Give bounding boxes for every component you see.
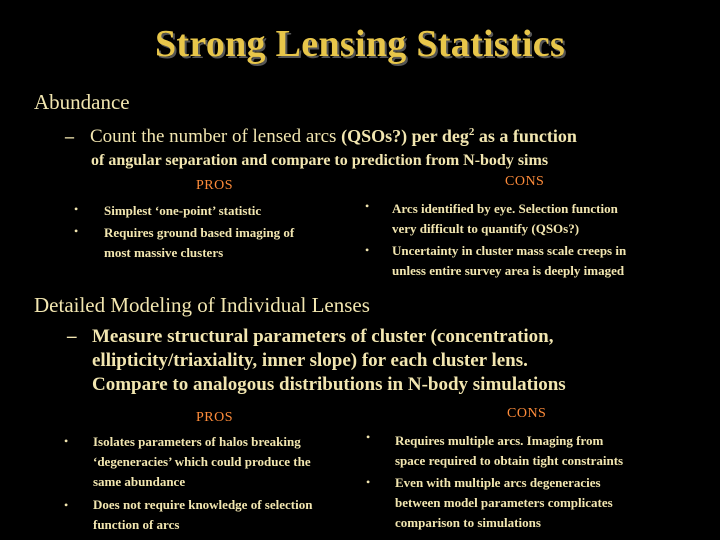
modeling-point-line: Measure structural parameters of cluster (concentration, [92, 326, 554, 347]
modeling-con-item: Requires multiple arcs. Imaging from [395, 433, 604, 448]
slide-title: Strong Lensing Statistics [154, 23, 566, 65]
modeling-con-item-cont: space required to obtain tight constraints [395, 453, 624, 468]
bullet: • [365, 243, 370, 257]
dash-marker: – [67, 326, 77, 347]
modeling-pro-item: Does not require knowledge of selection [93, 497, 313, 512]
modeling-pro-item-cont: ‘degeneracies’ which could produce the [93, 454, 311, 469]
abundance-con-item: Uncertainty in cluster mass scale creeps in [392, 243, 627, 258]
abundance-point [65, 125, 577, 148]
abundance-pros-heading: PROS [196, 178, 234, 193]
abundance-point-line1-main: Count the number of lensed arcs [90, 126, 342, 147]
abundance-point-line2: of angular separation and compare to prediction from N-body sims [91, 152, 549, 169]
abundance-point-line1-paren: (QSOs?) per deg [341, 126, 469, 146]
abundance-con-item: Arcs identified by eye. Selection function [392, 201, 618, 216]
modeling-point-line: ellipticity/triaxiality, inner slope) for each cluster lens. [92, 350, 528, 371]
abundance-point-line1-end: as a function [474, 126, 577, 146]
section-heading-abundance: Abundance [34, 90, 130, 114]
bullet: • [64, 498, 69, 512]
modeling-pros-heading: PROS [196, 410, 234, 425]
modeling-pro-item: Isolates parameters of halos breaking [93, 434, 301, 449]
modeling-con-item-cont: between model parameters complicates [395, 495, 613, 510]
dash-marker: – [65, 126, 74, 146]
modeling-cons-heading: CONS [507, 406, 547, 421]
section-heading-detailed-modeling: Detailed Modeling of Individual Lenses [34, 293, 370, 317]
bullet: • [366, 475, 371, 489]
modeling-con-item-cont: comparison to simulations [395, 515, 541, 530]
modeling-pro-item-cont: same abundance [93, 474, 186, 489]
abundance-con-item-cont: very difficult to quantify (QSOs?) [392, 221, 580, 236]
bullet: • [366, 430, 371, 444]
abundance-pro-item-cont: most massive clusters [104, 245, 224, 260]
abundance-pro-item: Simplest ‘one-point’ statistic [104, 203, 262, 218]
abundance-point-superscript: 2 [468, 126, 475, 138]
bullet: • [74, 224, 79, 238]
abundance-cons-heading: CONS [505, 174, 545, 189]
bullet: • [74, 202, 79, 216]
modeling-point [67, 325, 566, 397]
bullet: • [365, 199, 370, 213]
modeling-pro-item-cont: function of arcs [93, 517, 180, 532]
modeling-con-item: Even with multiple arcs degeneracies [395, 475, 601, 490]
abundance-con-item-cont: unless entire survey area is deeply imaged [392, 263, 625, 278]
abundance-pro-item: Requires ground based imaging of [104, 225, 295, 240]
bullet: • [64, 434, 69, 448]
modeling-point-line: Compare to analogous distributions in N-body simulations [92, 374, 566, 395]
